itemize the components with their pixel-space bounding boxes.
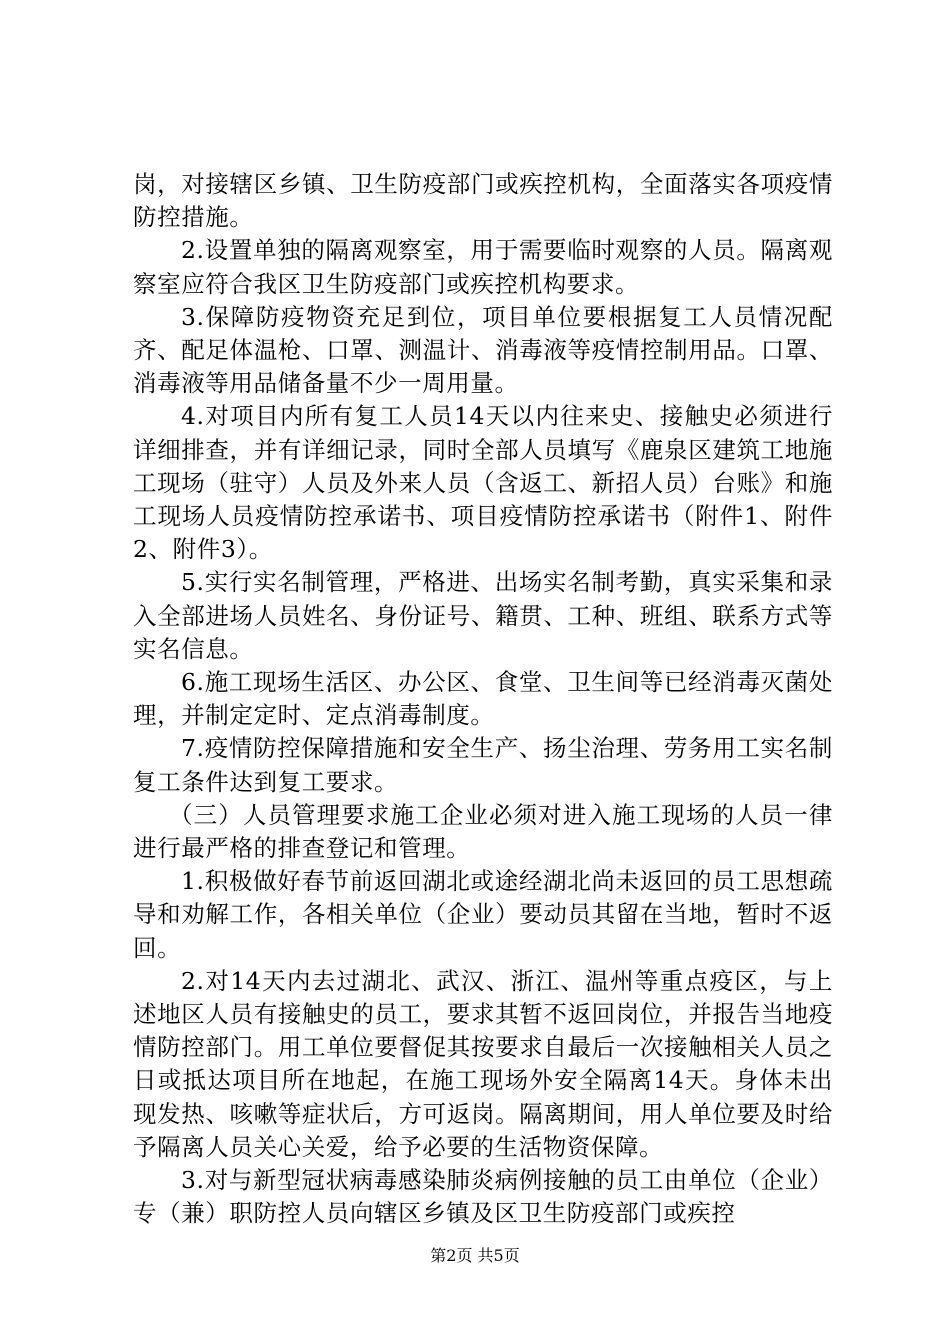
paragraph: 2.对14天内去过湖北、武汉、浙江、温州等重点疫区，与上述地区人员有接触史的员工，要求其暂不返回岗位，并报告当地疫情防控部门。用工单位要督促其按要求自最后一次接触相关人员之日或抵达项目所在地起，在施工现场外安全隔离14天。身体未出现发热、咳嗽等症状后，方可返岗。隔离期间，用人单位要及时给予隔离人员关心关爱，给予必要的生活物资保障。 [133, 966, 833, 1161]
page-number-footer: 第2页 共5页 [430, 1246, 520, 1265]
paragraph: 7.疫情防控保障措施和安全生产、扬尘治理、劳务用工实名制复工条件达到复工要求。 [133, 734, 833, 796]
document-body [133, 168, 833, 1231]
paragraph: 1.积极做好春节前返回湖北或途经湖北尚未返回的员工思想疏导和劝解工作，各相关单位（企业）要动员其留在当地，暂时不返回。 [133, 867, 833, 962]
paragraph: 6.施工现场生活区、办公区、食堂、卫生间等已经消毒灭菌处理，并制定定时、定点消毒制度。 [133, 668, 833, 730]
paragraph: 5.实行实名制管理，严格进、出场实名制考勤，真实采集和录入全部进场人员姓名、身份证号、籍贯、工种、班组、联系方式等实名信息。 [133, 568, 833, 663]
paragraph: 4.对项目内所有复工人员14天以内往来史、接触史必须进行详细排查，并有详细记录，同时全部人员填写《鹿泉区建筑工地施工现场（驻守）人员及外来人员（含返工、新招人员）台账》和施工现场人员疫情防控承诺书、项目疫情防控承诺书（附件1、附件2、附件3）。 [133, 402, 833, 564]
paragraph: 2.设置单独的隔离观察室，用于需要临时观察的人员。隔离观察室应符合我区卫生防疫部门或疾控机构要求。 [133, 236, 833, 298]
section-heading-paragraph: （三）人员管理要求施工企业必须对进入施工现场的人员一律进行最严格的排查登记和管理。 [133, 800, 833, 863]
paragraph: 3.保障防疫物资充足到位，项目单位要根据复工人员情况配齐、配足体温枪、口罩、测温计、消毒液等疫情控制用品。口罩、消毒液等用品储备量不少一周用量。 [133, 302, 833, 398]
paragraph: 3.对与新型冠状病毒感染肺炎病例接触的员工由单位（企业）专（兼）职防控人员向辖区乡镇及区卫生防疫部门或疾控 [133, 1166, 833, 1228]
paragraph: 岗，对接辖区乡镇、卫生防疫部门或疾控机构，全面落实各项疫情防控措施。 [133, 170, 833, 232]
